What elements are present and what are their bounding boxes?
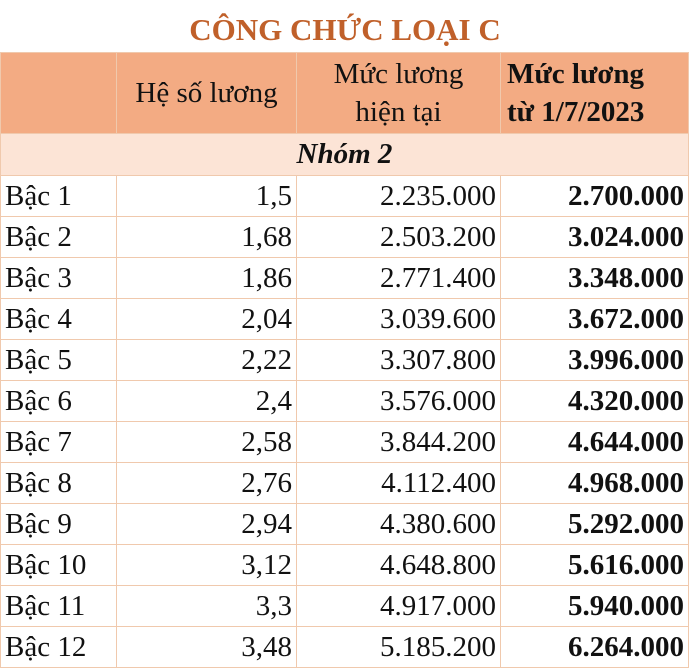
new-salary-cell: 2.700.000: [501, 176, 689, 217]
table-row: [1, 627, 689, 668]
coefficient-cell: 2,22: [117, 340, 297, 381]
new-salary-cell: 4.644.000: [501, 422, 689, 463]
table-row: [1, 504, 689, 545]
new-salary-cell: 3.996.000: [501, 340, 689, 381]
coefficient-cell: 1,68: [117, 217, 297, 258]
current-salary-cell: 2.771.400: [297, 258, 501, 299]
new-salary-cell: 4.320.000: [501, 381, 689, 422]
coefficient-cell: 2,76: [117, 463, 297, 504]
header-line: Mức lương: [333, 58, 464, 90]
grade-cell: Bậc 1: [1, 176, 117, 217]
table-row: [1, 545, 689, 586]
coefficient-cell: 2,58: [117, 422, 297, 463]
table-row: [1, 422, 689, 463]
table-row: [1, 176, 689, 217]
current-salary-cell: 4.917.000: [297, 586, 501, 627]
grade-cell: Bậc 6: [1, 381, 117, 422]
new-salary-cell: 5.940.000: [501, 586, 689, 627]
table-row: [1, 299, 689, 340]
grade-cell: Bậc 4: [1, 299, 117, 340]
coefficient-cell: 2,4: [117, 381, 297, 422]
table-title: CÔNG CHỨC LOẠI C: [189, 12, 501, 47]
new-salary-cell: 3.672.000: [501, 299, 689, 340]
table-row: [1, 340, 689, 381]
header-new-salary: [501, 53, 689, 134]
new-salary-cell: 5.292.000: [501, 504, 689, 545]
coefficient-cell: 3,48: [117, 627, 297, 668]
current-salary-cell: 5.185.200: [297, 627, 501, 668]
coefficient-cell: 2,94: [117, 504, 297, 545]
grade-cell: Bậc 9: [1, 504, 117, 545]
group-label: Nhóm 2: [1, 134, 689, 176]
header-current-salary: [297, 53, 501, 134]
table-row: [1, 381, 689, 422]
coefficient-cell: 3,12: [117, 545, 297, 586]
table-row: [1, 258, 689, 299]
table-row: [1, 217, 689, 258]
current-salary-cell: 2.235.000: [297, 176, 501, 217]
current-salary-cell: 4.112.400: [297, 463, 501, 504]
grade-cell: Bậc 11: [1, 586, 117, 627]
grade-cell: Bậc 10: [1, 545, 117, 586]
current-salary-cell: 4.648.800: [297, 545, 501, 586]
grade-cell: Bậc 3: [1, 258, 117, 299]
header-empty: [1, 53, 117, 134]
new-salary-cell: 3.024.000: [501, 217, 689, 258]
new-salary-cell: 6.264.000: [501, 627, 689, 668]
current-salary-cell: 3.844.200: [297, 422, 501, 463]
new-salary-cell: 4.968.000: [501, 463, 689, 504]
table-row: [1, 586, 689, 627]
grade-cell: Bậc 12: [1, 627, 117, 668]
current-salary-cell: 3.576.000: [297, 381, 501, 422]
grade-cell: Bậc 5: [1, 340, 117, 381]
coefficient-cell: 3,3: [117, 586, 297, 627]
current-salary-cell: 3.307.800: [297, 340, 501, 381]
header-line: hiện tại: [355, 96, 442, 128]
new-salary-cell: 3.348.000: [501, 258, 689, 299]
new-salary-cell: 5.616.000: [501, 545, 689, 586]
group-row: [1, 134, 689, 176]
header-row: [1, 53, 689, 134]
salary-table: [0, 52, 689, 668]
current-salary-cell: 3.039.600: [297, 299, 501, 340]
current-salary-cell: 4.380.600: [297, 504, 501, 545]
header-line: từ 1/7/2023: [507, 96, 645, 128]
table-row: [1, 463, 689, 504]
grade-cell: Bậc 2: [1, 217, 117, 258]
header-coefficient: Hệ số lương: [117, 53, 297, 134]
grade-cell: Bậc 8: [1, 463, 117, 504]
coefficient-cell: 1,86: [117, 258, 297, 299]
header-line: Mức lương: [507, 58, 645, 90]
grade-cell: Bậc 7: [1, 422, 117, 463]
coefficient-cell: 1,5: [117, 176, 297, 217]
coefficient-cell: 2,04: [117, 299, 297, 340]
current-salary-cell: 2.503.200: [297, 217, 501, 258]
